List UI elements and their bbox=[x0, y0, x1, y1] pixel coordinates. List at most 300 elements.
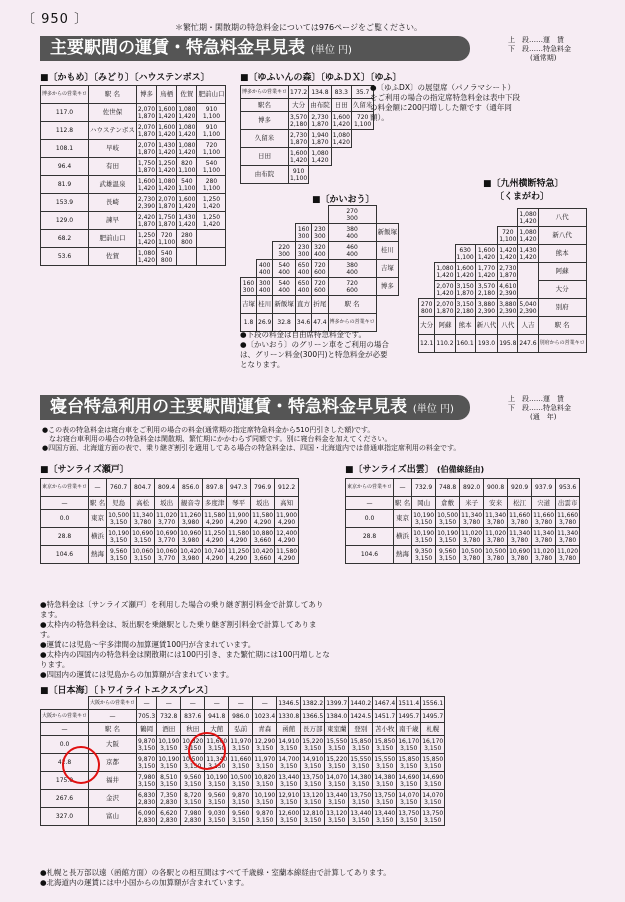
section2-banner bbox=[40, 395, 470, 420]
fare-cell: 10,500 3,150 bbox=[437, 511, 459, 526]
fare-cell: 2,730 2,390 bbox=[137, 195, 156, 210]
fare-cell: 10,190 3,150 bbox=[413, 529, 435, 544]
nihonkai-table bbox=[40, 696, 445, 826]
station-row bbox=[241, 296, 399, 314]
fare-cell bbox=[331, 166, 351, 184]
table-row bbox=[41, 104, 226, 122]
seto-table bbox=[40, 478, 299, 564]
fare-cell: 11,660 3,780 bbox=[509, 511, 531, 526]
km-value: 83.3 bbox=[331, 86, 351, 99]
fare-cell: 10,190 3,150 bbox=[108, 529, 130, 544]
fare-cell: 2,070 1,870 bbox=[158, 195, 176, 210]
top-note: ＊繁忙期・閑散期の特急料金については976ページをご覧ください。 bbox=[175, 23, 422, 32]
fare-cell: 15,220 3,150 bbox=[302, 737, 324, 752]
fare-cell: 1,080 1,420 bbox=[332, 131, 350, 146]
fare-cell: 1,430 1,420 bbox=[178, 213, 196, 228]
km-value: 32.8 bbox=[273, 314, 296, 332]
fare-cell: 14,700 3,150 bbox=[278, 755, 300, 770]
station-name: 新飯塚 bbox=[376, 224, 399, 242]
kyushu-heading2: 〔くまがわ〕 bbox=[495, 192, 550, 202]
table-row bbox=[241, 130, 374, 148]
fare-cell bbox=[475, 209, 498, 227]
km-label: 別府からの営業キロ bbox=[538, 335, 586, 353]
station-name: 多度津 bbox=[203, 497, 227, 510]
fare-cell: 1,080 1,420 bbox=[519, 228, 537, 243]
sleeper-note: ●この表の特急料金は寝台車をご利用の場合の料金(通常期の指定席特急料金から510円引きした額)です。 bbox=[42, 426, 375, 434]
km-value: 897.8 bbox=[203, 479, 227, 497]
station-name: 直方 bbox=[295, 296, 311, 314]
fare-cell: 15,550 3,150 bbox=[326, 737, 348, 752]
seto-note: ●四国内の運賃には児島からの加算額が含まれています。 bbox=[40, 670, 234, 679]
fare-cell: 2,070 1,870 bbox=[137, 105, 156, 120]
station-name: 宍道 bbox=[532, 497, 556, 510]
fare-cell: 910 1,100 bbox=[290, 167, 308, 182]
km-value: 953.6 bbox=[556, 479, 580, 497]
fare-cell: 16,170 3,150 bbox=[422, 737, 444, 752]
empty-cell bbox=[376, 206, 399, 224]
station-name: 佐世保 bbox=[89, 104, 137, 122]
fare-cell: 10,690 3,780 bbox=[509, 547, 531, 562]
fare-cell: 230 300 bbox=[295, 242, 311, 260]
dash: — bbox=[41, 497, 89, 510]
station-name: 観音寺 bbox=[179, 497, 203, 510]
km-value: 1346.5 bbox=[277, 697, 301, 710]
km-value: 96.4 bbox=[41, 158, 89, 176]
highlight-circle-hirosaki bbox=[188, 732, 226, 770]
fare-cell: 14,910 3,150 bbox=[278, 737, 300, 752]
station-name: 大分 bbox=[538, 281, 586, 299]
legend2-line: 下 段……特急料金 bbox=[508, 404, 571, 412]
fare-cell: 910 1,100 bbox=[197, 122, 226, 140]
station-name: 日田 bbox=[331, 99, 351, 112]
km-value: 134.8 bbox=[309, 86, 332, 99]
dash: — bbox=[89, 479, 107, 497]
kaiou-table bbox=[240, 205, 399, 332]
fare-cell: 2,070 1,870 bbox=[137, 141, 156, 156]
fare-cell bbox=[295, 206, 311, 224]
fare-cell bbox=[419, 245, 435, 263]
km-value: 856.0 bbox=[179, 479, 203, 497]
fare-cell: 1,940 1,870 bbox=[309, 130, 332, 148]
table-row bbox=[41, 736, 445, 754]
kaiou-heading: ■〔かいおう〕 bbox=[312, 195, 375, 205]
highlight-circle-osaka bbox=[62, 746, 100, 784]
fare-cell: 1,080 1,420 bbox=[178, 105, 196, 120]
station-name: 松江 bbox=[508, 497, 532, 510]
legend1-line: 上 段……運 賃 bbox=[508, 36, 564, 44]
fare-cell: 14,070 3,150 bbox=[422, 791, 444, 806]
km-value: — bbox=[229, 697, 253, 710]
fare-cell: 1,750 1,870 bbox=[158, 213, 176, 228]
km-value: 104.6 bbox=[346, 546, 394, 564]
fare-cell: 270 300 bbox=[328, 206, 376, 224]
fare-cell: 1,430 1,420 bbox=[158, 141, 176, 156]
station-name: 東京 bbox=[394, 510, 412, 528]
station-name: 児島 bbox=[107, 497, 131, 510]
fare-cell: 2,070 1,870 bbox=[137, 123, 156, 138]
fare-cell: 2,730 1,870 bbox=[309, 112, 332, 130]
fare-cell bbox=[351, 130, 374, 148]
km-value: 28.8 bbox=[346, 528, 394, 546]
fare-cell: 10,190 3,150 bbox=[254, 791, 276, 806]
station-name: 吉塚 bbox=[241, 296, 257, 314]
fare-cell: 3,570 2,180 bbox=[475, 281, 498, 299]
fare-cell: 7,980 3,150 bbox=[138, 773, 156, 788]
fare-cell: 11,580 4,290 bbox=[276, 547, 298, 562]
section2-unit: (単位 円) bbox=[412, 404, 454, 415]
table-row bbox=[41, 754, 445, 772]
km-value: 1495.7 bbox=[421, 710, 445, 723]
kaiou-note: ●〔かいおう〕のグリーン車をご利用の場合は、グリーン料金(300円)と特急料金が必要となります。 bbox=[240, 340, 389, 369]
fare-cell: 2,730 1,870 bbox=[290, 131, 308, 146]
fare-cell: 1,250 1,420 bbox=[197, 212, 226, 230]
km-value: — bbox=[181, 697, 205, 710]
fare-cell: 9,560 3,150 bbox=[205, 790, 229, 808]
station-name: 岡山 bbox=[412, 497, 436, 510]
station-name: 駅名 bbox=[241, 99, 289, 112]
km-value: 1366.5 bbox=[301, 710, 325, 723]
fare-cell: 11,260 3,980 bbox=[180, 511, 202, 526]
fare-cell: 11,340 3,780 bbox=[485, 511, 507, 526]
fare-cell: 11,020 3,770 bbox=[156, 511, 178, 526]
fare-cell bbox=[419, 281, 435, 299]
fare-cell bbox=[197, 248, 226, 266]
table-row bbox=[241, 278, 399, 296]
fare-cell bbox=[518, 281, 538, 299]
fare-cell: 2,730 1,870 bbox=[499, 264, 517, 279]
yufuin-note: ●〔ゆふDX〕の展望席（パノラマシート）をご利用の場合の指定席特急料金は表中下段の料金額に200円増しした額です（通年同額）。 bbox=[370, 83, 520, 122]
table-header-row bbox=[41, 723, 445, 736]
km-value: 327.0 bbox=[41, 808, 89, 826]
table-row bbox=[41, 790, 445, 808]
fare-cell bbox=[518, 263, 538, 281]
fare-cell: 1,600 1,420 bbox=[158, 105, 176, 120]
table-row bbox=[419, 281, 587, 299]
table-row bbox=[41, 808, 445, 826]
km-value: 760.7 bbox=[107, 479, 131, 497]
fare-cell: 1,250 1,420 bbox=[137, 231, 156, 246]
station-name: 久留米 bbox=[351, 99, 374, 112]
km-label: 東京からの営業キロ bbox=[41, 479, 89, 497]
km-value: 47.4 bbox=[312, 314, 328, 332]
fare-cell: 1,080 1,420 bbox=[158, 177, 176, 192]
fare-cell: 8,720 3,150 bbox=[181, 790, 205, 808]
table-row bbox=[41, 158, 226, 176]
legend1-line: 下 段……特急料金 bbox=[508, 45, 571, 53]
fare-cell: 10,820 3,150 bbox=[182, 737, 204, 752]
fare-cell: 1,080 1,420 bbox=[178, 141, 196, 156]
fare-cell: 13,440 3,150 bbox=[350, 809, 372, 824]
fare-cell bbox=[241, 242, 257, 260]
fare-cell: 1,600 1,420 bbox=[178, 195, 196, 210]
fare-cell: 720 600 bbox=[328, 278, 376, 296]
km-value: 42.8 bbox=[41, 754, 89, 772]
table-row bbox=[41, 194, 226, 212]
km-value: 1399.7 bbox=[325, 697, 349, 710]
km-value: 247.6 bbox=[518, 335, 538, 353]
seto-notes bbox=[40, 600, 330, 680]
table-row bbox=[346, 546, 580, 564]
station-name: 倉敷 bbox=[436, 497, 460, 510]
fare-cell: 9,870 3,150 bbox=[229, 790, 253, 808]
station-name: 熊本 bbox=[455, 317, 475, 335]
fare-cell bbox=[498, 209, 518, 227]
station-name: 函館 bbox=[277, 723, 301, 736]
fare-cell: 10,500 3,780 bbox=[461, 547, 483, 562]
fare-cell: 6,090 2,830 bbox=[138, 809, 156, 824]
fare-cell: 3,150 2,180 bbox=[456, 300, 474, 315]
fare-cell: 11,970 3,150 bbox=[230, 737, 252, 752]
kyushu-heading bbox=[483, 176, 564, 202]
fare-cell: 270 800 bbox=[419, 299, 435, 317]
station-name: 鳥栖 bbox=[157, 86, 177, 104]
fare-cell: 1,600 1,420 bbox=[332, 113, 350, 128]
fare-cell: 10,690 3,150 bbox=[132, 529, 154, 544]
km-value: 26.9 bbox=[257, 314, 273, 332]
fare-cell: 1,080 1,420 bbox=[309, 148, 332, 166]
fare-cell: 11,020 3,780 bbox=[533, 547, 555, 562]
fare-cell: 9,870 3,150 bbox=[253, 808, 277, 826]
station-name: 武雄温泉 bbox=[89, 176, 137, 194]
fare-cell: 11,020 3,780 bbox=[485, 529, 507, 544]
station-name: 熊本 bbox=[538, 245, 586, 263]
station-name: 人吉 bbox=[518, 317, 538, 335]
fare-cell: 13,750 3,150 bbox=[422, 809, 444, 824]
fare-cell: 10,500 3,150 bbox=[108, 511, 130, 526]
table-row bbox=[346, 510, 580, 528]
fare-cell: 13,750 3,150 bbox=[398, 809, 420, 824]
km-row bbox=[241, 314, 399, 332]
station-name: 早岐 bbox=[89, 140, 137, 158]
fare-cell: 540 400 bbox=[273, 260, 296, 278]
km-value: 112.8 bbox=[41, 122, 89, 140]
km-value: 81.9 bbox=[41, 176, 89, 194]
fare-cell: 1,600 1,420 bbox=[456, 264, 474, 279]
km-value: 986.0 bbox=[229, 710, 253, 723]
station-name: 大分 bbox=[289, 99, 309, 112]
km-value: 1440.2 bbox=[349, 697, 373, 710]
fare-cell: 11,660 3,780 bbox=[533, 511, 555, 526]
station-name: 苫小牧 bbox=[373, 723, 397, 736]
fare-cell: 650 400 bbox=[295, 260, 311, 278]
fare-cell: 280 1,100 bbox=[197, 176, 226, 194]
fare-cell: 9,870 3,150 bbox=[138, 755, 156, 770]
legend2-line: 上 段……運 賃 bbox=[508, 395, 564, 403]
fare-cell: 10,500 3,150 bbox=[182, 755, 204, 770]
fare-cell: 16,170 3,150 bbox=[398, 737, 420, 752]
fare-cell: 5,040 2,390 bbox=[519, 300, 537, 315]
fare-cell bbox=[312, 206, 328, 224]
fare-cell: 13,750 3,150 bbox=[374, 791, 396, 806]
station-name: 別府 bbox=[538, 299, 586, 317]
km-value: 28.8 bbox=[41, 528, 89, 546]
table-header-row bbox=[346, 497, 580, 510]
fare-cell: 1,250 1,420 bbox=[197, 194, 226, 212]
station-name: 博多 bbox=[241, 112, 289, 130]
fare-cell: 220 300 bbox=[273, 242, 296, 260]
fare-cell: 2,420 1,870 bbox=[137, 213, 156, 228]
fare-cell: 540 1,100 bbox=[197, 158, 226, 176]
station-name: 日田 bbox=[241, 148, 289, 166]
fare-cell bbox=[419, 263, 435, 281]
fare-cell: 9,560 3,150 bbox=[436, 546, 460, 564]
fare-cell: 720 1,100 bbox=[158, 231, 176, 246]
fare-cell: 13,120 3,150 bbox=[302, 791, 324, 806]
fare-cell: 11,340 3,780 bbox=[509, 529, 531, 544]
km-value: 748.8 bbox=[436, 479, 460, 497]
km-row bbox=[241, 86, 374, 99]
legend2-line: (通 年) bbox=[530, 413, 557, 421]
station-name: 坂出 bbox=[251, 497, 275, 510]
section1-unit: (単位 円) bbox=[310, 45, 352, 56]
station-name: 東室蘭 bbox=[325, 723, 349, 736]
station-name: 桂川 bbox=[376, 242, 399, 260]
kyushu-heading1: ■〔九州横断特急〕 bbox=[483, 179, 564, 189]
fare-cell: 720 1,100 bbox=[351, 112, 374, 130]
km-value: 12.1 bbox=[419, 335, 435, 353]
fare-cell: 160 300 bbox=[241, 278, 257, 296]
fare-cell: 460 400 bbox=[328, 242, 376, 260]
km-value: 947.3 bbox=[227, 479, 251, 497]
table-row bbox=[241, 224, 399, 242]
station-name: 秋田 bbox=[181, 723, 205, 736]
km-value: 117.0 bbox=[41, 104, 89, 122]
table-row bbox=[419, 227, 587, 245]
fare-cell: 15,850 3,150 bbox=[374, 737, 396, 752]
izumo-heading bbox=[345, 462, 484, 475]
station-name: 琴平 bbox=[227, 497, 251, 510]
fare-cell: 10,190 3,150 bbox=[206, 773, 228, 788]
table-row bbox=[41, 230, 226, 248]
fare-cell: 160 300 bbox=[295, 224, 311, 242]
fare-cell: 320 400 bbox=[312, 242, 328, 260]
fare-cell: 7,350 2,830 bbox=[157, 790, 181, 808]
seto-note: ●特急料金は〔サンライズ瀬戸〕を利用した場合の乗り継ぎ割引料金で計算してあります。 bbox=[40, 600, 324, 619]
km-row bbox=[41, 710, 445, 723]
station-name: 長崎 bbox=[89, 194, 137, 212]
km-label: 東京からの営業キロ bbox=[346, 479, 394, 497]
km-value: 0.0 bbox=[41, 736, 89, 754]
empty-cell bbox=[376, 296, 399, 314]
section2-title: 寝台特急利用の主要駅間運賃・特急料金早見表 bbox=[50, 397, 407, 417]
yufuin-heading: ■〔ゆふいんの森〕〔ゆふＤＸ〕〔ゆふ〕 bbox=[240, 73, 402, 83]
km-row bbox=[41, 697, 445, 710]
fare-cell: 11,660 3,150 bbox=[206, 737, 228, 752]
station-name: 由布院 bbox=[309, 99, 332, 112]
table-row bbox=[41, 528, 299, 546]
fare-cell: 11,580 4,290 bbox=[252, 511, 274, 526]
fare-cell: 11,660 3,150 bbox=[230, 755, 252, 770]
km-row bbox=[419, 335, 587, 353]
fare-cell: 11,250 4,290 bbox=[228, 547, 250, 562]
kyushu-table bbox=[418, 208, 587, 353]
fare-cell: 14,380 3,150 bbox=[374, 773, 396, 788]
legend1-line: (通常期) bbox=[530, 54, 557, 62]
empty-cell bbox=[41, 697, 89, 710]
fare-cell: 14,380 3,150 bbox=[350, 773, 372, 788]
fare-cell: 10,500 3,150 bbox=[230, 773, 252, 788]
km-row bbox=[41, 479, 299, 497]
table-row bbox=[419, 263, 587, 281]
station-name: 吉塚 bbox=[376, 260, 399, 278]
station-name: ハウステンボス bbox=[89, 122, 137, 140]
fare-cell: 540 400 bbox=[273, 278, 296, 296]
fare-cell bbox=[273, 224, 296, 242]
fare-cell: 12,810 3,150 bbox=[302, 809, 324, 824]
station-name: 東京 bbox=[89, 510, 107, 528]
fare-cell bbox=[331, 148, 351, 166]
fare-cell: 15,850 3,150 bbox=[398, 755, 420, 770]
fare-cell: 11,340 3,780 bbox=[132, 511, 154, 526]
kamome-table bbox=[40, 85, 226, 266]
fare-cell: 230 300 bbox=[312, 224, 328, 242]
km-value: 892.0 bbox=[460, 479, 484, 497]
fare-cell bbox=[455, 209, 475, 227]
km-value: 104.6 bbox=[41, 546, 89, 564]
station-name: 高知 bbox=[275, 497, 299, 510]
km-value: 0.0 bbox=[41, 510, 89, 528]
station-name: 博多 bbox=[136, 86, 156, 104]
fare-cell: 10,060 3,150 bbox=[132, 547, 154, 562]
station-name: 有田 bbox=[89, 158, 137, 176]
fare-cell: 630 1,100 bbox=[456, 246, 474, 261]
fare-cell: 1,080 1,420 bbox=[519, 210, 537, 225]
table-row bbox=[419, 209, 587, 227]
station-header: 駅 名 bbox=[328, 296, 376, 314]
station-name: 酒田 bbox=[157, 723, 181, 736]
km-value: 1384.0 bbox=[325, 710, 349, 723]
km-value: 1424.5 bbox=[349, 710, 373, 723]
km-label: 博多からの営業キロ bbox=[41, 86, 89, 104]
km-value: — bbox=[137, 697, 157, 710]
km-value: 175.0 bbox=[41, 772, 89, 790]
fare-cell: 11,020 3,780 bbox=[557, 547, 579, 562]
km-value: 732.8 bbox=[157, 710, 181, 723]
seto-note: ●太枠内の特急料金は、坂出駅を乗継駅とした乗り継ぎ割引料金で計算してあります。 bbox=[40, 620, 317, 639]
fare-cell bbox=[241, 224, 257, 242]
dash: — bbox=[41, 723, 89, 736]
station-name: 米子 bbox=[460, 497, 484, 510]
fare-cell: 2,070 1,420 bbox=[436, 282, 454, 297]
table-row bbox=[241, 112, 374, 130]
station-name: 新飯塚 bbox=[273, 296, 296, 314]
station-name: 出雲市 bbox=[556, 497, 580, 510]
bottom-notes bbox=[40, 868, 600, 888]
sleeper-note: なお寝台車利用の場合の特急料金は閑散期、繁忙期にかかわらず同額です。別に寝台料金を加えてください。 bbox=[42, 435, 392, 443]
km-value: 1556.1 bbox=[421, 697, 445, 710]
fare-cell: 14,070 3,150 bbox=[326, 773, 348, 788]
fare-cell: 11,660 3,780 bbox=[557, 511, 579, 526]
station-name: 肥前山口 bbox=[89, 230, 137, 248]
fare-cell: 3,880 2,390 bbox=[475, 299, 498, 317]
fare-cell: 9,560 3,150 bbox=[181, 772, 205, 790]
fare-cell: 4,610 2,390 bbox=[499, 282, 517, 297]
fare-cell bbox=[435, 227, 455, 245]
station-name: 札幌 bbox=[421, 723, 445, 736]
dash: — bbox=[346, 497, 394, 510]
table-row bbox=[241, 260, 399, 278]
fare-cell: 15,550 3,150 bbox=[350, 755, 372, 770]
fare-cell bbox=[351, 166, 374, 184]
fare-cell: 1,250 1,420 bbox=[158, 159, 176, 174]
legend2 bbox=[508, 395, 571, 422]
km-value: 53.6 bbox=[41, 248, 89, 266]
station-name: 佐賀 bbox=[89, 248, 137, 266]
station-name: 登別 bbox=[349, 723, 373, 736]
fare-cell: 14,690 3,150 bbox=[398, 773, 420, 788]
bottom-note: ●札幌と長万部以遠（函館方面）の各駅との相互間はすべて千歳線・室蘭本線経由で計算してあります。 bbox=[40, 868, 391, 877]
km-value: 68.2 bbox=[41, 230, 89, 248]
